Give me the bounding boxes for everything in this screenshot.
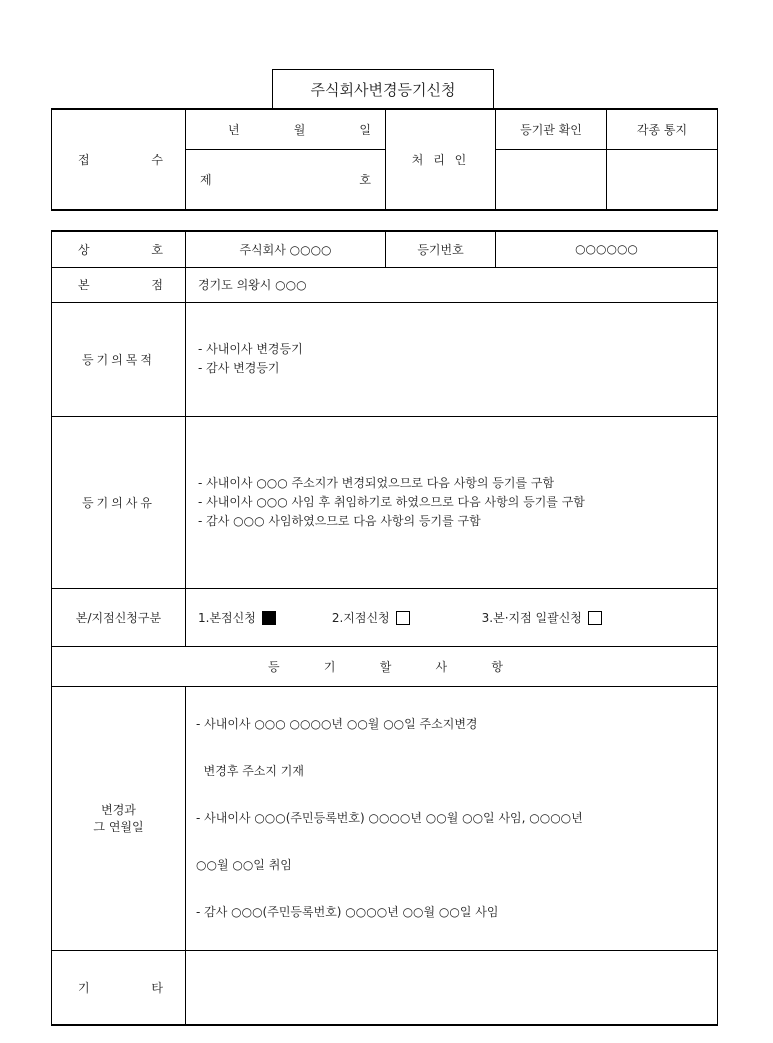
- option-both[interactable]: [482, 609, 602, 626]
- changes-value[interactable]: [186, 686, 718, 950]
- option-branch[interactable]: [332, 609, 478, 626]
- processor-cell: [386, 109, 496, 210]
- option-both-checkbox[interactable]: [588, 611, 602, 625]
- reason-label-cell: [52, 416, 186, 588]
- matters-header-char: 등: [268, 659, 280, 674]
- reason-line: - 사내이사 ○○○ 사임 후 취임하기로 하였으므로 다음 사항의 등기를 구함: [198, 494, 585, 509]
- receipt-date-cell[interactable]: [186, 109, 386, 149]
- etc-label-cell: [52, 950, 186, 1025]
- notices-cell[interactable]: [607, 149, 718, 210]
- branch-type-options: [186, 588, 718, 646]
- receipt-label-b: 수: [151, 153, 163, 167]
- receipt-label-a: 접: [78, 153, 90, 167]
- option-head-office-checkbox[interactable]: [262, 611, 276, 625]
- form-title: 주식회사변경등기신청: [272, 69, 494, 109]
- purpose-value[interactable]: [186, 302, 718, 416]
- registry-check-cell[interactable]: [496, 149, 607, 210]
- branch-type-label: 본/지점신청구분: [52, 588, 186, 646]
- purpose-label-cell: [52, 302, 186, 416]
- matters-header: [52, 646, 718, 686]
- head-office-label-b: 점: [151, 278, 163, 292]
- purpose-line: - 감사 변경등기: [198, 361, 280, 375]
- registry-check-header: 등기관 확인: [496, 109, 607, 149]
- number-prefix: 제: [200, 172, 212, 187]
- reg-no-label: 등기번호: [386, 231, 496, 267]
- application-table: [51, 230, 718, 1026]
- matters-header-char: 할: [379, 659, 392, 674]
- changes-line: - 감사 ○○○(주민등록번호) ○○○○년 ○○월 ○○일 사임: [196, 904, 499, 919]
- option-head-office[interactable]: [198, 609, 328, 626]
- company-label-a: 상: [78, 242, 90, 257]
- etc-label-b: 타: [151, 980, 163, 995]
- etc-value[interactable]: [186, 950, 718, 1025]
- changes-label-cell: [52, 686, 186, 950]
- purpose-line: - 사내이사 변경등기: [198, 342, 303, 356]
- option-head-office-label: 1.본점신청: [198, 610, 256, 625]
- etc-label-a: 기: [78, 980, 90, 995]
- option-branch-label: 2.지점신청: [331, 610, 390, 625]
- receipt-number-cell[interactable]: [186, 149, 386, 210]
- reg-no-value[interactable]: ○○○○○○: [496, 231, 718, 267]
- changes-label-2: 그 연월일: [93, 820, 144, 834]
- head-office-label-cell: [52, 267, 186, 302]
- company-label-b: 호: [151, 242, 163, 257]
- changes-label-1: 변경과: [101, 803, 136, 817]
- reason-line: - 사내이사 ○○○ 주소지가 변경되었으므로 다음 사항의 등기를 구함: [198, 475, 555, 490]
- changes-line: - 사내이사 ○○○(주민등록번호) ○○○○년 ○○월 ○○일 사임, ○○○○년: [196, 810, 583, 825]
- day-label: 일: [359, 122, 371, 137]
- receipt-table: [51, 108, 718, 211]
- reason-value[interactable]: [186, 416, 718, 588]
- matters-header-char: 사: [435, 659, 448, 674]
- head-office-label-a: 본: [78, 278, 90, 292]
- reason-line: - 감사 ○○○ 사임하였으므로 다음 사항의 등기를 구함: [198, 513, 481, 528]
- company-name-value[interactable]: 주식회사 ○○○○: [186, 231, 386, 267]
- matters-header-char: 기: [323, 659, 336, 674]
- notices-header: 각종 통지: [607, 109, 718, 149]
- head-office-value[interactable]: 경기도 의왕시 ○○○: [186, 267, 718, 302]
- changes-line: 변경후 주소지 기재: [196, 763, 304, 778]
- year-label: 년: [228, 122, 240, 137]
- matters-header-char: 항: [491, 659, 503, 674]
- processor-label: 처 리 인: [411, 153, 470, 167]
- option-both-label: 3.본·지점 일괄신청: [481, 610, 582, 625]
- reason-label: 등기의사유: [82, 495, 155, 510]
- changes-line: - 사내이사 ○○○ ○○○○년 ○○월 ○○일 주소지변경: [196, 716, 478, 731]
- company-label-cell: [52, 231, 186, 267]
- changes-line: ○○월 ○○일 취임: [196, 857, 292, 872]
- receipt-label-cell: [52, 109, 186, 210]
- month-label: 월: [293, 122, 306, 137]
- option-branch-checkbox[interactable]: [396, 611, 410, 625]
- number-suffix: 호: [359, 172, 371, 187]
- purpose-label: 등기의목적: [82, 352, 155, 367]
